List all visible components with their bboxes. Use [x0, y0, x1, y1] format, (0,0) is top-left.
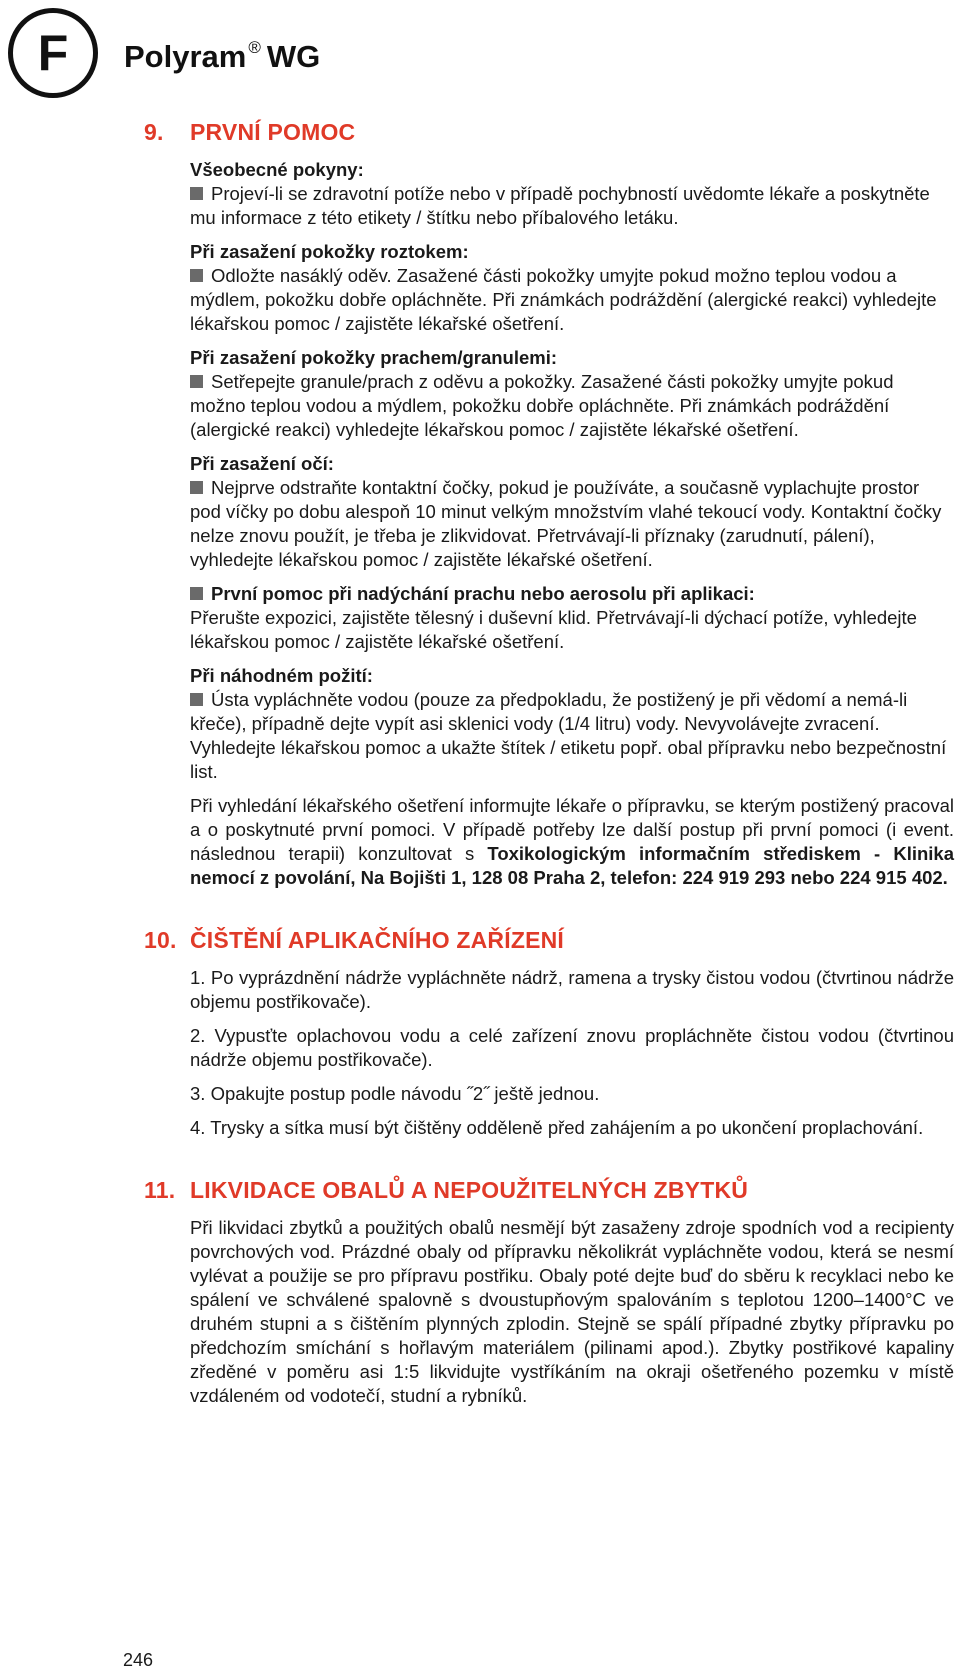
general-heading: Všeobecné pokyny: — [190, 159, 364, 180]
inhale-text: Přerušte expozici, zajistěte tělesný i duševní klid. Přetrvávají-li dýchací potíže, vyhledejte lékařskou pomoc / zajistěte lékařské ošetření. — [190, 607, 917, 652]
bullet-square-icon — [190, 481, 203, 494]
inhalation — [190, 582, 954, 654]
eyes — [190, 452, 954, 572]
bullet-square-icon — [190, 693, 203, 706]
page-number: 246 — [123, 1650, 154, 1670]
skin-solution — [190, 240, 954, 336]
inhale-heading-text: První pomoc při nadýchání prachu nebo aerosolu při aplikaci: — [211, 583, 755, 604]
section-9-heading — [144, 118, 954, 146]
ingest-text — [190, 688, 954, 784]
registered-mark: ® — [248, 38, 261, 57]
general-text-body: Projeví-li se zdravotní potíže nebo v případě pochybností uvědomte lékaře a poskytněte mu informace z této etikety / štítku nebo příbalového letáku. — [190, 183, 930, 228]
section-9-title: PRVNÍ POMOC — [190, 119, 356, 145]
cleaning-step: 4. Trysky a sítka musí být čištěny odděleně před zahájením a po ukončení proplachování. — [190, 1117, 924, 1138]
doctor-text — [190, 794, 954, 890]
eyes-heading: Při zasažení očí: — [190, 453, 334, 474]
section-10-title: ČIŠTĚNÍ APLIKAČNÍHO ZAŘÍZENÍ — [190, 927, 565, 953]
skin-dust — [190, 346, 954, 442]
eyes-text — [190, 476, 954, 572]
skin-dust-body: Setřepejte granule/prach z oděvu a pokožky. Zasažené části pokožky umyjte pokud možno teplou vodou a mýdlem, pokožku dobře opláchněte. Při známkách podráždění (alergické reakci) vyhledejte lékařskou pomoc / zajistěte lékařské ošetření. — [190, 371, 894, 440]
language-badge: F — [8, 8, 98, 98]
section-11-number: 11. — [144, 1177, 176, 1203]
skin-dust-heading: Při zasažení pokožky prachem/granulemi: — [190, 347, 558, 368]
cleaning-step: 1. Po vyprázdnění nádrže vypláchněte nádrž, ramena a trysky čistou vodou (čtvrtinou nádrže objemu postřikovače). — [190, 967, 954, 1012]
disposal-text: Při likvidaci zbytků a použitých obalů nesmějí být zasaženy zdroje spodních vod a recipienty povrchových vod. Prázdné obaly od přípravku několikrát vypláchněte vodou, která se nesmí vylévat a použije se pro přípravu postřiku. Obaly poté dejte buď do sběru k recyklaci nebo ke spálení ve schválené spalovně s dvoustupňovým spalováním s teplotou 1200–1400°C ve druhém stupni a s čištěním plynných zplodin. Stejně se spálí případné zbytky přípravku po předchozím smíchání s hořlavým materiálem (pilinami apod.). Zbytky postřikové kapaliny zředěné v poměru asi 1:5 likvidujte vystříkáním na okraji ošetřeného pozemku v místě vzdáleném od vodotečí, studní a rybníků. — [190, 1217, 954, 1406]
eyes-body: Nejprve odstraňte kontaktní čočky, pokud je používáte, a současně vyplachujte prostor pod víčky po dobu alespoň 10 minut velkým množstvím vlahé tekoucí vody. Kontaktní čočky nelze znovu použít, je třeba je zlikvidovat. Přetrvávají-li příznaky (zarudnutí, pálení), vyhledejte lékařskou pomoc / zajistěte lékařské ošetření. — [190, 477, 942, 570]
doctor-info — [190, 794, 954, 890]
inhale-heading — [190, 582, 954, 606]
section-10-heading — [144, 926, 954, 954]
section-11-heading — [144, 1176, 954, 1204]
skin-solution-text — [190, 264, 954, 336]
ingest-body: Ústa vypláchněte vodou (pouze za předpokladu, že postižený je při vědomí a nemá-li křeče), případně dejte vypít asi sklenici vody (1/4 litru) vody. Nevyvolávejte zvracení. Vyhledejte lékařskou pomoc a ukažte štítek / etiketu popř. obal přípravku nebo bezpečnostní list. — [190, 689, 947, 782]
general-instructions — [190, 158, 954, 230]
bullet-square-icon — [190, 269, 203, 282]
toxicology-center-contact: Toxikologickým informačním střediskem - Klinika nemocí z povolání, Na Bojišti 1, 128 08 Praha 2, telefon: 224 919 293 nebo 224 915 402. — [190, 843, 954, 888]
doctor-text-body: Při vyhledání lékařského ošetření informujte lékaře o přípravku, se kterým postižený pracoval a o poskytnuté první pomoci. V případě potřeby lze další postup při první pomoci (i event. následnou terapii) konzultovat s — [190, 795, 954, 864]
product-suffix: WG — [266, 39, 321, 74]
page-header — [8, 8, 408, 96]
section-9-number: 9. — [144, 119, 164, 145]
cleaning-step: 2. Vypusťte oplachovou vodu a celé zařízení znovu propláchněte čistou vodou (čtvrtinou nádrže objemu postřikovače). — [190, 1025, 954, 1070]
bullet-square-icon — [190, 587, 203, 600]
general-text — [190, 182, 954, 230]
skin-solution-body: Odložte nasáklý oděv. Zasažené části pokožky umyjte pokud možno teplou vodou a mýdlem, pokožku dobře opláchněte. Při známkách podráždění (alergické reakci) vyhledejte lékařskou pomoc / zajistěte lékařské ošetření. — [190, 265, 937, 334]
bullet-square-icon — [190, 375, 203, 388]
bullet-square-icon — [190, 187, 203, 200]
section-10-number: 10. — [144, 927, 177, 953]
page-content — [144, 118, 954, 1408]
section-11-title: LIKVIDACE OBALŮ A NEPOUŽITELNÝCH ZBYTKŮ — [190, 1177, 749, 1203]
product-title — [124, 38, 320, 75]
cleaning-step: 3. Opakujte postup podle návodu ˝2˝ ještě jednou. — [190, 1083, 600, 1104]
product-name: Polyram — [124, 39, 247, 74]
ingest-heading: Při náhodném požití: — [190, 665, 373, 686]
skin-dust-text — [190, 370, 954, 442]
ingestion — [190, 664, 954, 784]
skin-solution-heading: Při zasažení pokožky roztokem: — [190, 241, 469, 262]
